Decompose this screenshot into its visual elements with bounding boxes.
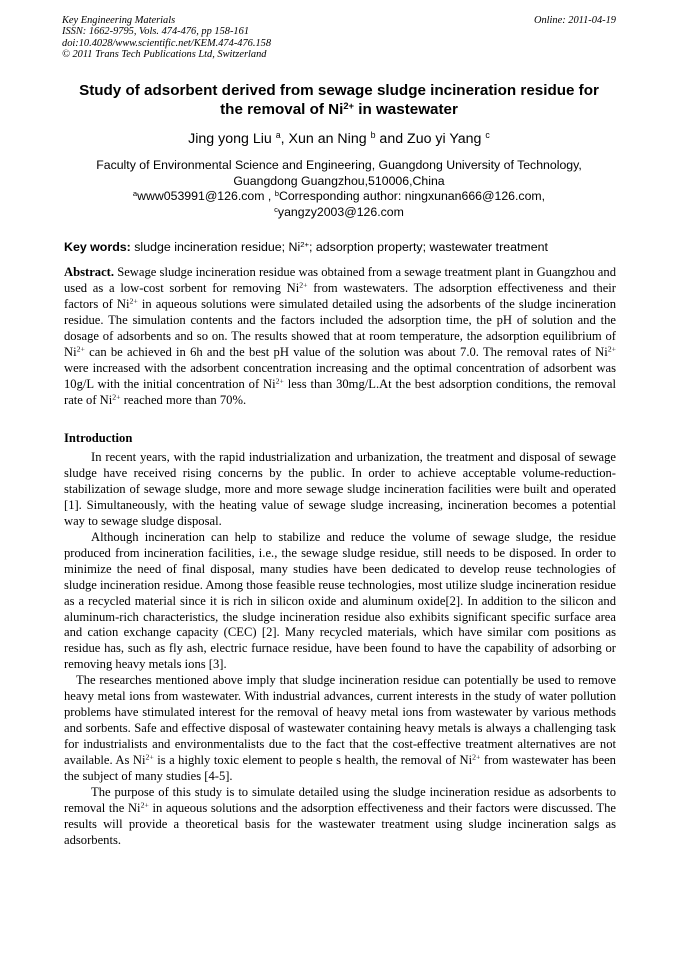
email-mark: c xyxy=(274,204,278,214)
title-line-2 xyxy=(55,100,623,119)
introduction-body xyxy=(64,450,616,849)
abstract-label: Abstract. xyxy=(64,265,115,279)
superscript: 2+ xyxy=(140,800,149,810)
title-text: the removal of Ni xyxy=(220,101,344,118)
paragraph xyxy=(64,785,616,849)
keywords-label: Key words: xyxy=(64,240,131,254)
online-date: Online: 2011-04-19 xyxy=(533,15,616,26)
email-link[interactable]: Corresponding author: ningxunan666@126.com, xyxy=(278,189,546,204)
paragraph-text: in aqueous solutions and the adsorption effectiveness and their factors were discussed. The results will provide a theoretical basis for the wastewater treatment using sludge incineration salgs as adsorbents. xyxy=(64,800,616,847)
author-name: , Xun an Ning xyxy=(280,131,367,147)
email-link[interactable]: yangzy2003@126.com xyxy=(277,204,404,219)
journal-name: Key Engineering Materials xyxy=(62,15,176,26)
issn-line: ISSN: 1662-9795, Vols. 474-476, pp 158-161 xyxy=(62,26,250,38)
email-mark: b xyxy=(274,189,279,198)
superscript: 2+ xyxy=(145,752,154,762)
abstract-text: in aqueous solutions were simulated detailed using the adsorbents of the sludge incineration residue. The simulation contents and the factors included the adsorption time, the pH of solution and the dosage of adsorbents and so on. The results showed that at room temperature, the adsorption equilibrium of Ni xyxy=(64,297,616,359)
abstract-text: Sewage sludge incineration residue was obtained from a sewage treatment plant in Guangzhou and used as a low-cost sorbent for removing Ni xyxy=(64,265,616,295)
superscript: 2+ xyxy=(299,280,308,290)
superscript: 2+ xyxy=(112,392,121,402)
email-mark: a xyxy=(132,189,138,198)
author-name: and Zuo yi Yang xyxy=(375,131,482,147)
superscript: 2+ xyxy=(300,239,309,249)
paragraph xyxy=(64,673,616,785)
email-link[interactable]: www053991@126.com , xyxy=(137,189,275,204)
keywords xyxy=(64,240,620,255)
abstract xyxy=(64,264,616,408)
paragraph-text: is a highly toxic element to people s health, the removal of Ni xyxy=(153,753,473,768)
paragraph-text: The researches mentioned above imply that sludge incineration residue can potentially be used to remove heavy metal ions from wastewater. With industrial advances, current interests in the study of water pollution problems have stimulated interest for the removal of heavy metal ions from wastewater by various methods and sorbents. Safe and effective disposal of wastewater containing heavy metals is always a challenging task for industrialists and environmentalists due to the fact that the cost-effective treatment alternatives are not available. As Ni xyxy=(64,673,616,768)
paragraph-text: from wastewater has been the subject of many studies [4-5]. xyxy=(64,753,616,784)
author-affiliation-mark: b xyxy=(370,130,376,141)
title-superscript: 2+ xyxy=(343,99,355,111)
doi-line: doi:10.4028/www.scientific.net/KEM.474-476.158 xyxy=(62,37,272,49)
author-affiliation-mark: a xyxy=(275,130,281,141)
author-list xyxy=(55,131,623,148)
email-line-1 xyxy=(55,189,623,205)
superscript: 2+ xyxy=(129,296,138,306)
affiliation-block xyxy=(55,158,623,220)
keywords-text: ; adsorption property; wastewater treatment xyxy=(308,240,548,254)
keywords-text: sludge incineration residue; Ni xyxy=(130,240,301,254)
abstract-text: reached more than 70%. xyxy=(120,393,247,407)
paragraph: Although incineration can help to stabilize and reduce the volume of sewage sludge, the residue produced from incineration facilities, i.e., the sewage sludge residue, still needs to be disposed. In order to minimize the need of final disposal, many studies have been dedicated to develop reuse technologies of sludge incineration residue. Among those feasible reuse technologies, most utilize sludge incineration residue as a recycled material since it is rich in silicon oxide and aluminum oxide[2]. In addition to the silicon and aluminum-rich characteristics, the sludge incineration residue also exhibits significant specific surface area and cation exchange capacity (CEC) [2]. Many recycled materials, which have similar com positions as residue has, such as fly ash, electric furnace residue, have been found to have the capability of adsorbing or removing heavy metals ions [3]. xyxy=(64,529,616,672)
paper-title xyxy=(55,81,623,119)
superscript: 2+ xyxy=(275,376,284,386)
affiliation-line-2: Guangdong Guangzhou,510006,China xyxy=(233,173,445,188)
title-text: in wastewater xyxy=(354,101,458,118)
section-heading: Introduction xyxy=(64,431,133,445)
author-name: Jing yong Liu xyxy=(188,131,272,147)
author-affiliation-mark: c xyxy=(485,130,490,141)
abstract-text: less than 30mg/L.At the best adsorption conditions, the removal rate of Ni xyxy=(64,377,616,407)
abstract-text: were increased with the adsorbent concentration increasing and the optimal concentration of adsorbent was 10g/L with the initial concentration of Ni xyxy=(64,361,616,391)
abstract-text: from wastewaters. The adsorption effectiveness and their factors of Ni xyxy=(64,281,616,311)
superscript: 2+ xyxy=(472,752,481,762)
superscript: 2+ xyxy=(607,344,616,354)
paragraph: In recent years, with the rapid industrialization and urbanization, the treatment and disposal of sewage sludge have received rising concerns by the public. In order to achieve acceptable volume-reduction-stabilization of sewage sludge, more and more sewage sludge incineration facilities were built and operated [1]. Simultaneously, with the heating value of sewage sludge increasing, incineration becomes a potential way to sewage sludge disposal. xyxy=(64,450,616,528)
email-line-2 xyxy=(55,205,623,221)
superscript: 2+ xyxy=(76,344,85,354)
title-line-1: Study of adsorbent derived from sewage sludge incineration residue for xyxy=(79,82,599,99)
running-header xyxy=(62,15,616,60)
copyright-line: © 2011 Trans Tech Publications Ltd, Switzerland xyxy=(62,48,267,60)
affiliation-line-1: Faculty of Environmental Science and Engineering, Guangdong University of Technology, xyxy=(96,158,582,172)
paragraph-text: The purpose of this study is to simulate detailed using the sludge incineration residue as adsorbents to removal the Ni xyxy=(64,785,616,815)
abstract-text: can be achieved in 6h and the best pH value of the solution was about 7.0. The removal rates of Ni xyxy=(84,345,608,359)
